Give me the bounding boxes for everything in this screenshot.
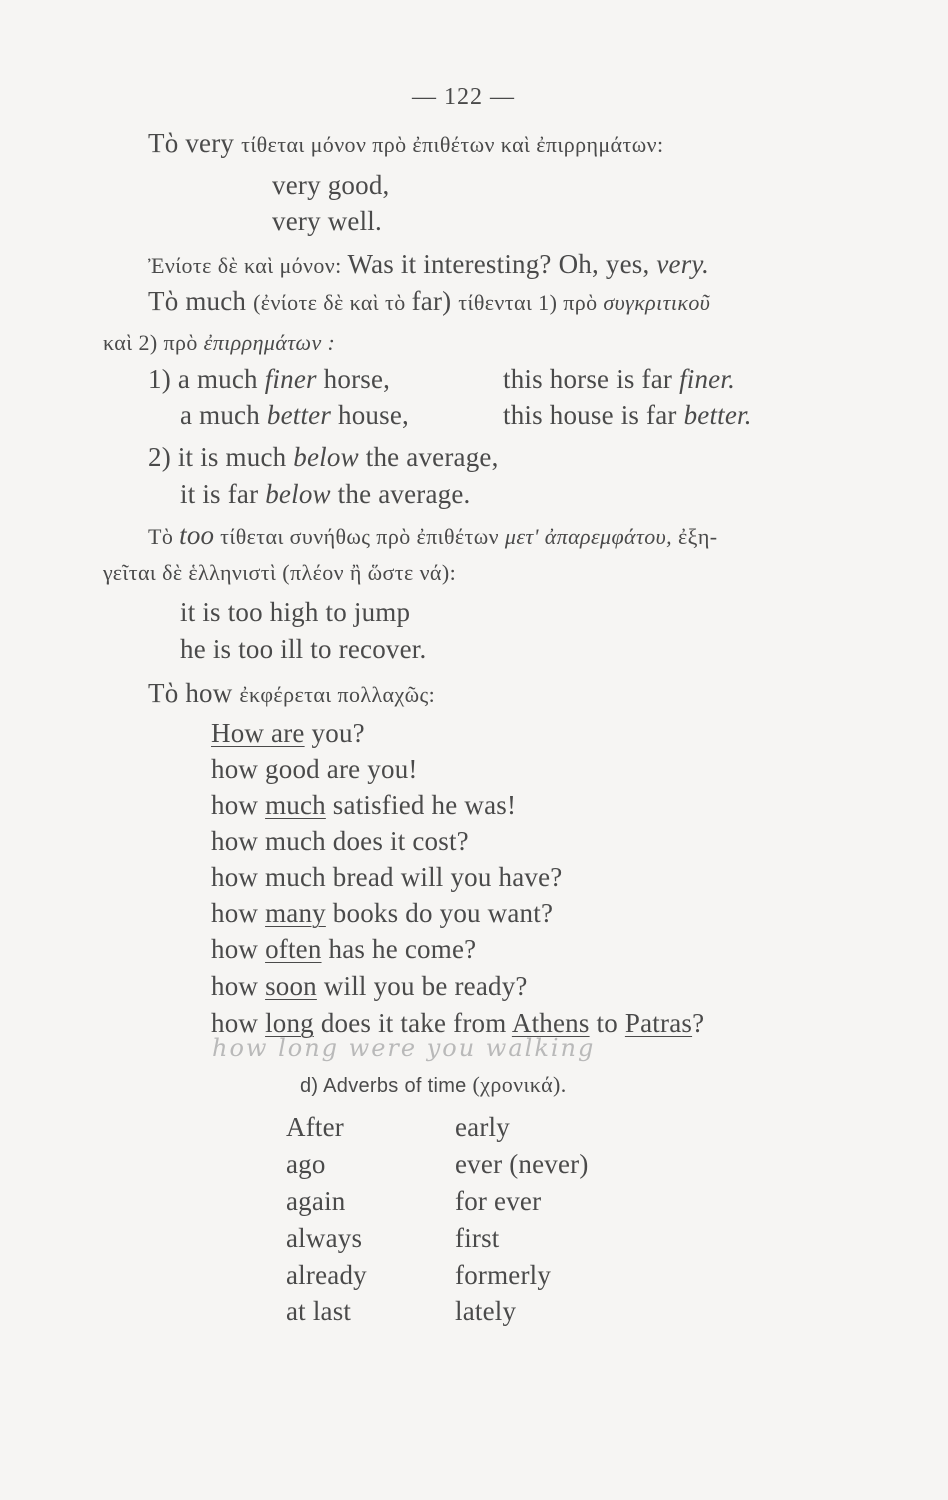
much-l2-it: ἐπιρρημάτων :	[203, 330, 336, 355]
much-r4-b: the average.	[330, 479, 471, 509]
very-example-2: very well.	[272, 206, 382, 236]
much-r1-left-it: finer	[264, 364, 317, 394]
how-ex4-a: how much does it cost?	[211, 826, 469, 856]
time-heading	[300, 1066, 567, 1103]
how-ex8-c: will you be ready?	[316, 971, 528, 1001]
too-l1-c: ἐξη-	[672, 524, 718, 549]
how-example-6	[211, 896, 553, 930]
time-col2-item: for ever	[455, 1186, 542, 1216]
how-ex5-a: how much bread will you have?	[211, 862, 563, 892]
how-ex9-f: Patras	[624, 1008, 693, 1038]
much-l1-far: far)	[411, 286, 459, 316]
very-intro-a: Τὸ very	[148, 128, 242, 158]
how-example-1	[211, 716, 365, 750]
much-l1-c: τίθενται 1) πρὸ	[458, 290, 604, 315]
very-intro-b: τίθεται μόνον πρὸ ἐπιθέτων καὶ ἐπιρρημάτων:	[241, 132, 664, 157]
how-example-4	[211, 824, 469, 858]
much-r4-it: below	[265, 479, 331, 509]
much-row-2-right	[503, 398, 752, 432]
much-row-1-right	[503, 362, 735, 396]
much-r1-right-a: this horse is far	[503, 364, 680, 394]
too-example-1: it is too high to jump	[180, 597, 411, 627]
much-intro-2	[103, 324, 335, 360]
how-ex7-a: how	[211, 934, 266, 964]
how-ex6-c: books do you want?	[325, 898, 554, 928]
very-intro	[148, 126, 663, 162]
too-intro-1	[148, 518, 717, 554]
too-l1-it: too	[179, 520, 215, 550]
how-example-8	[211, 969, 528, 1003]
how-ex6-b: many	[265, 898, 326, 928]
time-heading-greek: (χρονικά).	[472, 1072, 567, 1097]
much-l1-a: Τὸ much	[148, 286, 254, 316]
very-alone-italic: very.	[656, 249, 710, 279]
much-intro-1	[148, 284, 710, 320]
time-heading-en: d) Adverbs of time	[300, 1075, 473, 1097]
how-ex9-g: ?	[692, 1008, 705, 1038]
how-ex9-c: does it take from	[313, 1008, 512, 1038]
much-row-2-left	[180, 398, 409, 432]
much-r3-b: the average,	[358, 442, 499, 472]
much-r4-a: it is far	[180, 479, 266, 509]
how-ex7-c: has he come?	[321, 934, 477, 964]
time-col1-item: at last	[286, 1296, 352, 1326]
how-example-3	[211, 788, 516, 822]
much-r3-a: 2) it is much	[148, 442, 294, 472]
how-ex1-a: How are	[211, 718, 305, 748]
how-ex6-a: how	[211, 898, 266, 928]
time-col1-item: always	[286, 1223, 363, 1253]
how-ex7-b: often	[265, 934, 322, 964]
much-row-4	[180, 477, 471, 511]
how-intro-b: ἐκφέρεται πολλαχῶς:	[239, 682, 436, 707]
how-example-5	[211, 860, 562, 894]
much-r2-right-a: this house is far	[503, 400, 684, 430]
how-ex9-e: to	[589, 1008, 625, 1038]
too-l1-it2: μετ' ἀπαρεμφάτου,	[504, 524, 673, 549]
much-r2-left-b: house,	[331, 400, 409, 430]
very-example-1: very good,	[272, 170, 390, 200]
much-r1-right-it: finer.	[679, 364, 736, 394]
much-row-3	[148, 440, 499, 474]
very-alone	[148, 247, 709, 283]
much-l1-b: (ἐνίοτε δὲ καὶ τὸ	[253, 290, 412, 315]
time-col2-item: early	[455, 1112, 510, 1142]
time-col2-item: lately	[455, 1296, 517, 1326]
time-col1-item: After	[286, 1112, 344, 1142]
much-l1-it: συγκριτικοῦ	[603, 290, 711, 315]
much-r3-it: below	[293, 442, 359, 472]
how-ex1-b: you?	[304, 718, 365, 748]
too-intro-2: γεῖται δὲ ἑλληνιστὶ (πλέον ἢ ὥστε νά):	[103, 560, 457, 585]
how-ex3-b: much	[265, 790, 326, 820]
much-row-1-left	[148, 362, 390, 396]
very-alone-greek: Ἐνίοτε δὲ καὶ μόνον:	[148, 253, 348, 278]
page-number: — 122 —	[412, 84, 515, 110]
how-example-7	[211, 932, 476, 966]
how-ex3-a: how	[211, 790, 266, 820]
time-col1-item: already	[286, 1260, 367, 1290]
time-col2-item: ever (never)	[455, 1149, 589, 1179]
how-ex9-b: long	[265, 1008, 314, 1038]
very-alone-en: Was it interesting? Oh, yes,	[347, 249, 657, 279]
too-l1-a: Τὸ	[148, 524, 180, 549]
how-ex9-d: Athens	[511, 1008, 590, 1038]
how-ex2-a: how good are you!	[211, 754, 418, 784]
how-example-2	[211, 752, 418, 786]
time-col2-item: first	[455, 1223, 500, 1253]
much-l2-a: καὶ 2) πρὸ	[103, 330, 204, 355]
how-intro-a: Τὸ how	[148, 678, 240, 708]
time-col1-item: again	[286, 1186, 346, 1216]
much-r2-right-it: better.	[683, 400, 752, 430]
how-ex3-c: satisfied he was!	[325, 790, 517, 820]
how-ex8-a: how	[211, 971, 266, 1001]
handwritten-pencil-note: how long were you walking	[212, 1034, 596, 1062]
much-r2-left-a: a much	[180, 400, 267, 430]
time-col2-item: formerly	[455, 1260, 552, 1290]
much-r2-left-it: better	[266, 400, 332, 430]
too-example-2: he is too ill to recover.	[180, 634, 427, 664]
how-ex8-b: soon	[265, 971, 317, 1001]
time-col1-item: ago	[286, 1149, 326, 1179]
how-ex9-a: how	[211, 1008, 266, 1038]
how-intro	[148, 676, 435, 712]
much-r1-left-a: 1) a much	[148, 364, 265, 394]
much-r1-left-b: horse,	[316, 364, 391, 394]
too-l1-b: τίθεται συνήθως πρὸ ἐπιθέτων	[214, 524, 505, 549]
